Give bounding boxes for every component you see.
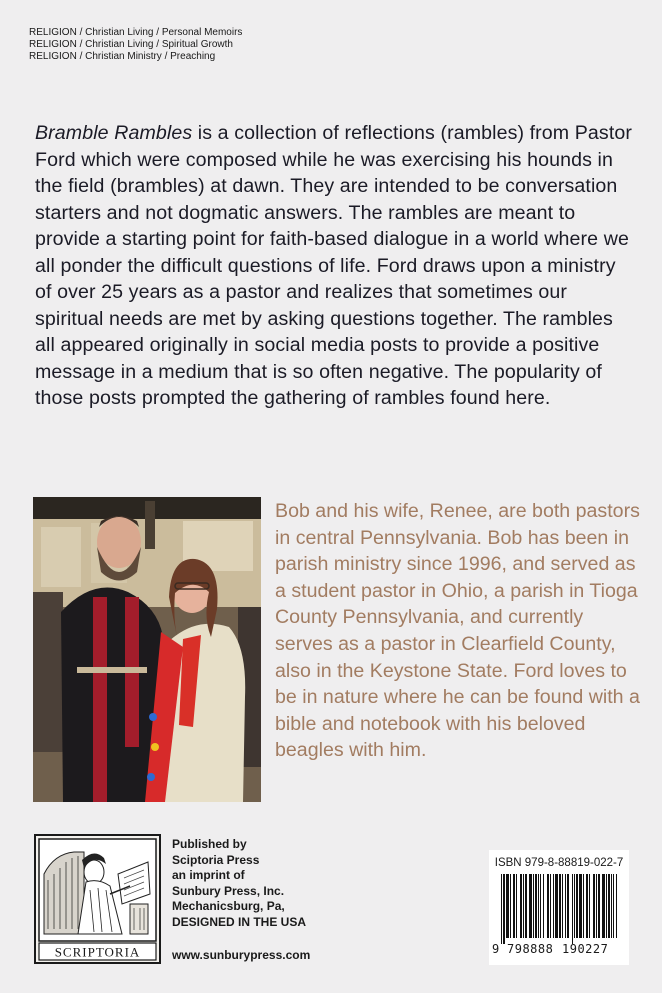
- barcode-bar: [523, 874, 524, 938]
- barcode-bar: [547, 874, 549, 938]
- barcode-group-left: 798888: [507, 942, 554, 956]
- barcode-bar: [583, 874, 584, 938]
- category-line: RELIGION / Christian Living / Personal Memoirs: [29, 27, 243, 38]
- barcode-bar: [553, 874, 554, 938]
- isbn-number: ISBN 979-8-88819-022-7: [494, 857, 624, 869]
- barcode-bar: [589, 874, 590, 938]
- author-photo: [33, 497, 261, 802]
- barcode-bar: [611, 874, 612, 938]
- barcode-bar: [525, 874, 527, 938]
- barcode-bar: [559, 874, 561, 938]
- publisher-line: DESIGNED IN THE USA: [172, 914, 307, 929]
- barcode-bar: [562, 874, 563, 938]
- barcode-bar: [606, 874, 607, 938]
- book-description: [35, 120, 635, 412]
- barcode-bar: [598, 874, 600, 938]
- publisher-line: Sunbury Press, Inc.: [172, 883, 285, 898]
- barcode-bar: [567, 874, 569, 938]
- barcode-bar: [602, 874, 605, 938]
- barcode-lead-digit: 9: [492, 942, 500, 956]
- barcode-bar: [501, 874, 502, 944]
- barcode-bar: [586, 874, 588, 938]
- barcode-bar: [555, 874, 558, 938]
- barcode-group-right: 190227: [562, 942, 609, 956]
- author-bio: Bob and his wife, Renee, are both pastors in central Pennsylvania. Bob has been in parish ministry since 1996, and served as a student pastor in Ohio, a parish in Tioga County Pennsylvania, and currently serves as a pastor in Clearfield County, also in the Keystone State. Ford loves to be in nature where he can be found with a bible and notebook with his beloved beagles with him.: [275, 500, 640, 762]
- publisher-line: Published by: [172, 837, 247, 851]
- barcode-bar: [574, 874, 575, 938]
- publisher-line: Mechanicsburg, Pa,: [172, 899, 285, 913]
- barcode-bar: [538, 874, 539, 938]
- publisher-line: Sciptoria Press: [172, 852, 260, 867]
- book-title: Bramble Rambles: [35, 122, 193, 144]
- category-line: RELIGION / Christian Living / Spiritual Growth: [29, 39, 233, 50]
- scriptoria-logo: [34, 834, 161, 964]
- barcode-bar: [613, 874, 614, 938]
- barcode-bar: [608, 874, 610, 938]
- barcode-bar: [503, 874, 505, 944]
- description-text: is a collection of reflections (rambles) from Pastor Ford which were composed while he was exercising his hounds in the field (brambles) at dawn. They are intended to be conversation starters and not dogmatic answers. The rambles are meant to provide a starting point for faith-based dialogue in a world where we all ponder the difficult questions of life. Ford draws upon a ministry of over 25 years as a pastor and realizes that sometimes our spiritual needs are met by asking questions together. The rambles all appeared originally in social media posts to provide a positive message in a medium that is so often negative. The popularity of those posts prompted the gathering of rambles found here.: [35, 122, 632, 409]
- barcode-bar: [513, 874, 515, 938]
- barcode-bar: [593, 874, 595, 938]
- category-line: RELIGION / Christian Ministry / Preaching: [29, 51, 216, 62]
- barcode-bar: [529, 874, 532, 938]
- isbn-barcode: [489, 850, 629, 965]
- barcode-bars: [499, 874, 621, 944]
- barcode-bar: [516, 874, 517, 938]
- barcode-bar: [616, 874, 617, 938]
- barcode-bar: [543, 874, 544, 938]
- barcode-bar: [533, 874, 534, 938]
- barcode-bar: [565, 874, 566, 938]
- logo-wordmark: SCRIPTORIA: [54, 944, 141, 960]
- barcode-bar: [572, 874, 573, 944]
- category-list: [29, 27, 242, 63]
- barcode-bar: [506, 874, 509, 938]
- barcode-bar: [510, 874, 511, 938]
- barcode-bar: [540, 874, 541, 938]
- barcode-bar: [576, 874, 578, 938]
- publisher-info: [172, 837, 306, 930]
- publisher-line: an imprint of: [172, 868, 245, 882]
- barcode-bar: [535, 874, 537, 938]
- barcode-bar: [579, 874, 582, 938]
- barcode-bar: [596, 874, 597, 938]
- publisher-website: www.sunburypress.com: [172, 948, 311, 962]
- barcode-bar: [520, 874, 522, 938]
- barcode-bar: [550, 874, 551, 938]
